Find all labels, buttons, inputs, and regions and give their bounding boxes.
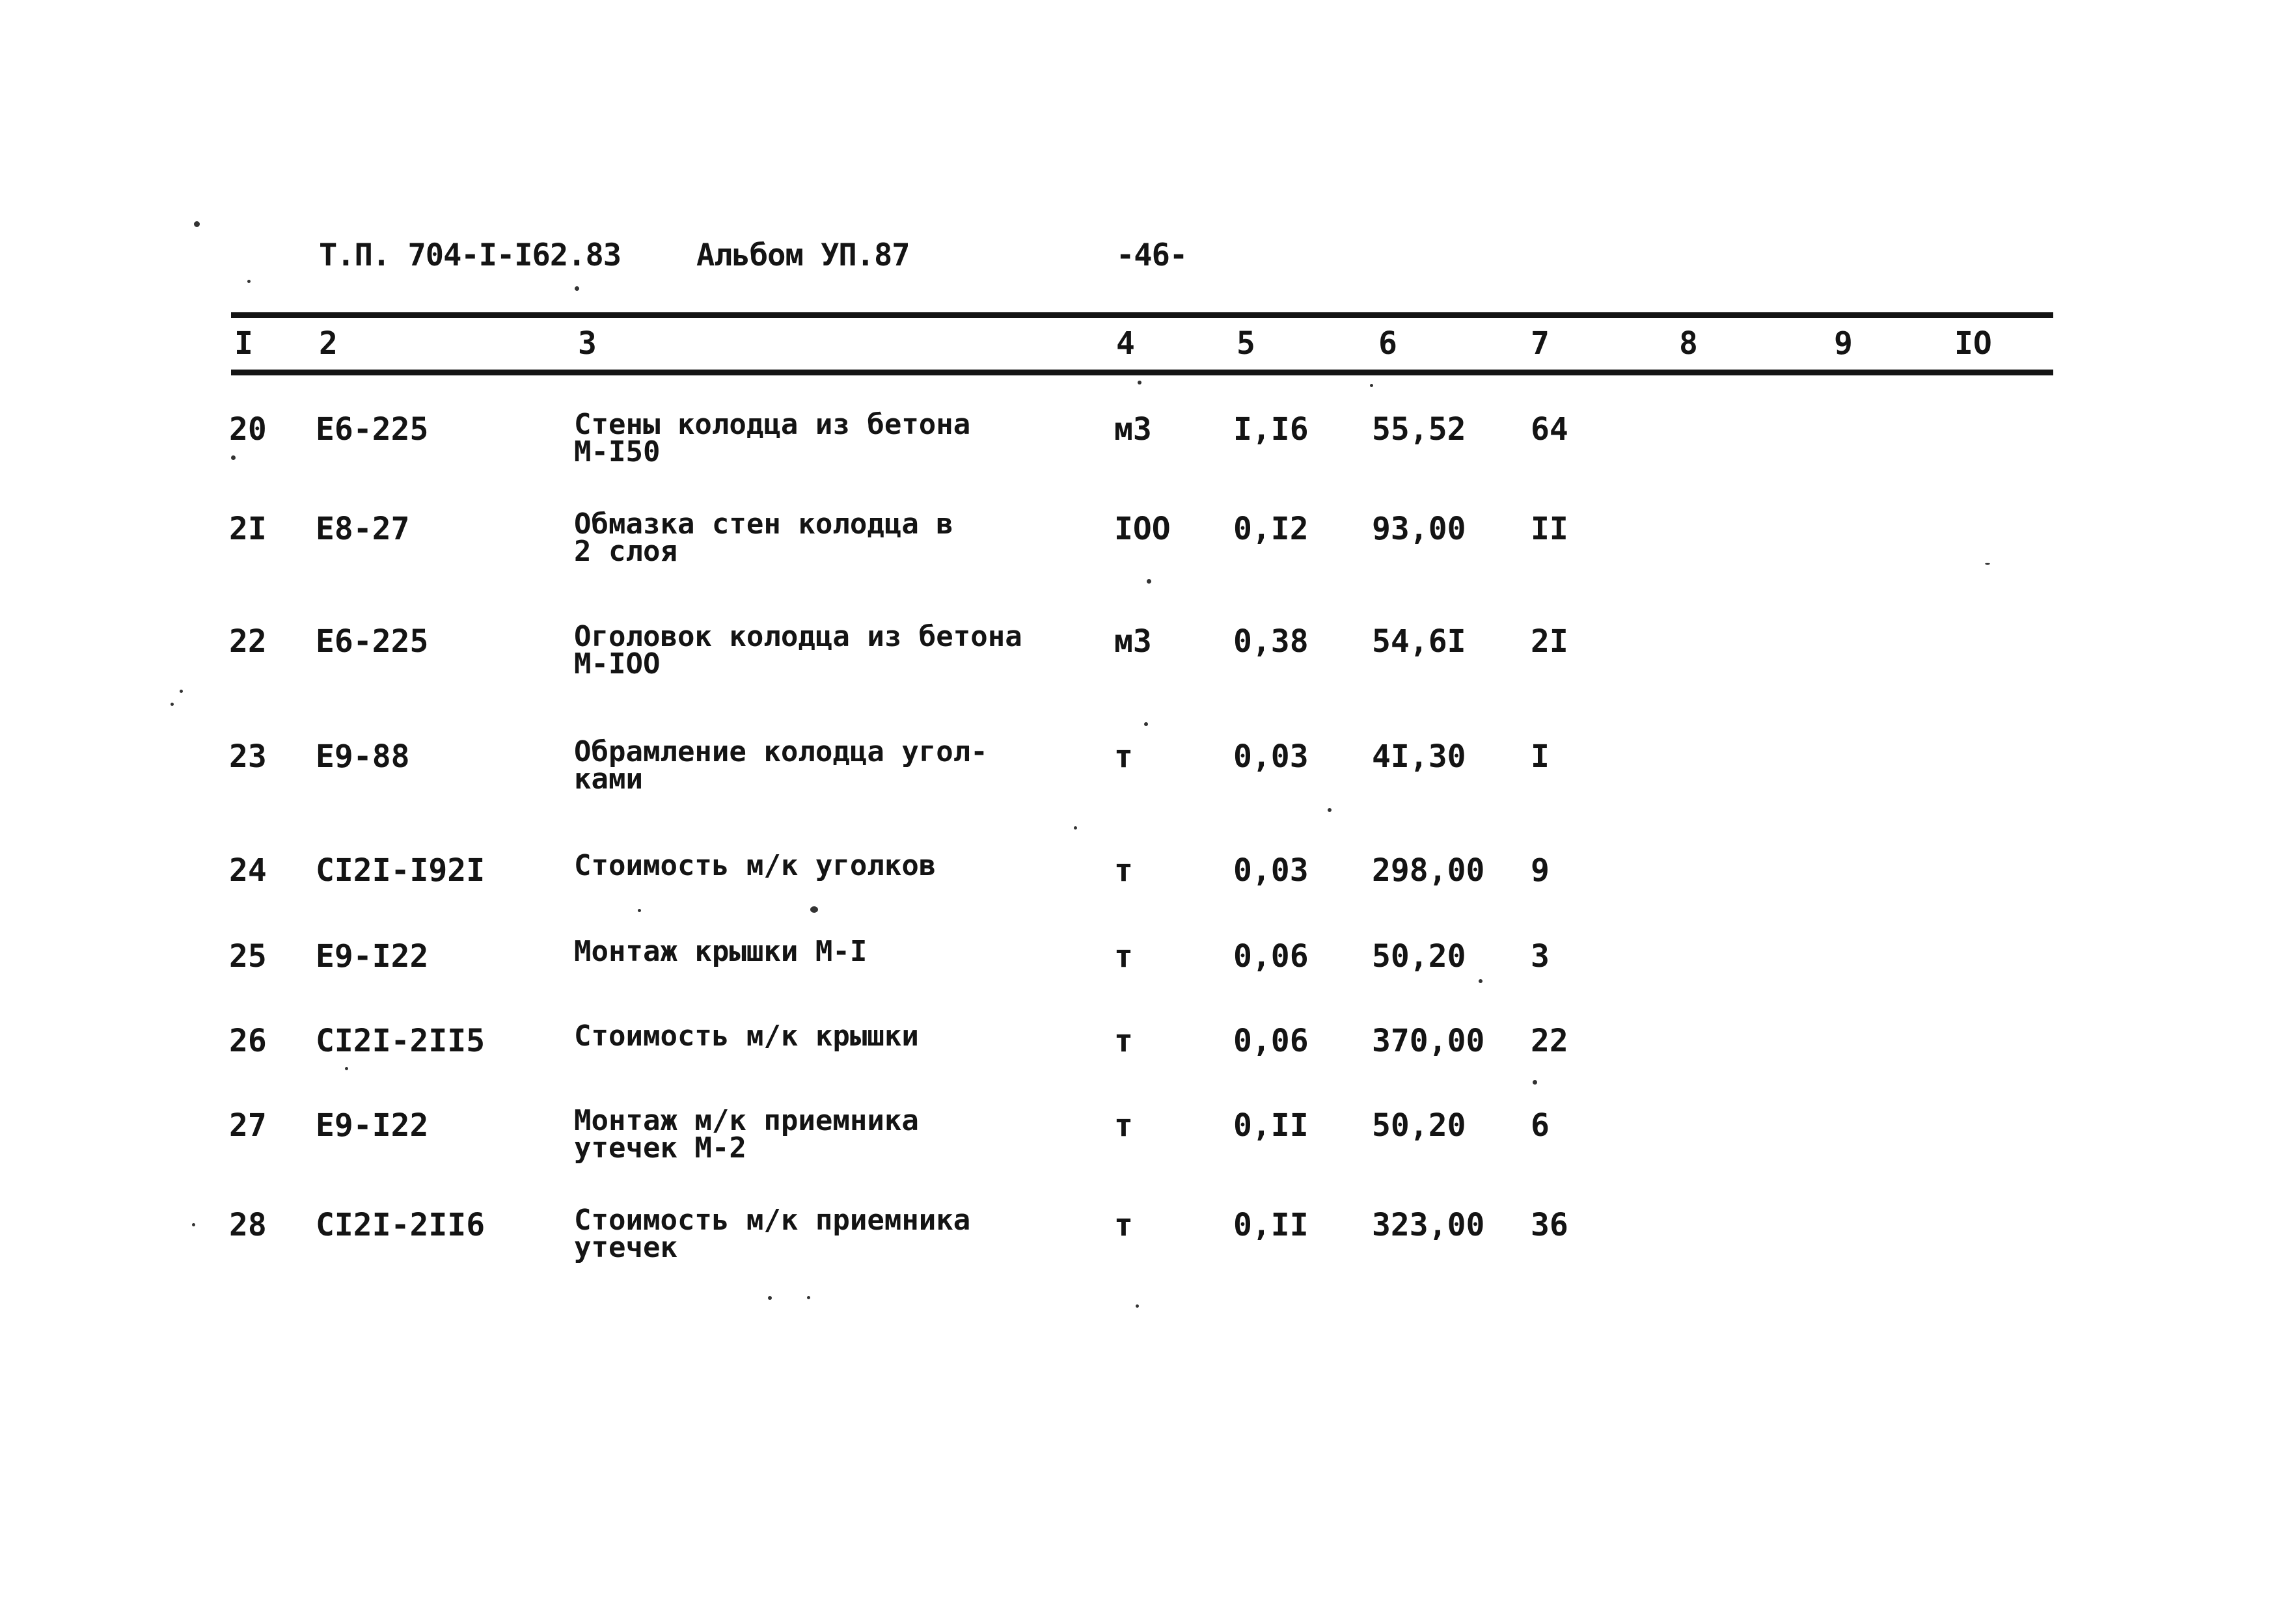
- total-cost: 64: [1531, 411, 1568, 448]
- scan-speck: [231, 455, 236, 460]
- unit-price: 93,00: [1372, 511, 1466, 547]
- unit: м3: [1114, 623, 1152, 660]
- column-header-9: 9: [1834, 325, 1853, 362]
- row-number: 2I: [229, 511, 267, 547]
- scan-speck: [638, 909, 641, 912]
- scan-speck: [1328, 808, 1332, 812]
- rate-code: СI2I-2II5: [316, 1023, 485, 1059]
- scan-speck: [180, 690, 183, 693]
- work-description: Стоимость м/к приемника утечек: [574, 1204, 971, 1264]
- column-header-4: 4: [1116, 325, 1135, 362]
- column-header-1: I: [234, 325, 253, 362]
- column-header-7: 7: [1531, 325, 1550, 362]
- quantity: 0,38: [1233, 623, 1309, 660]
- row-number: 26: [229, 1023, 267, 1059]
- rate-code: Е8-27: [316, 511, 410, 547]
- scan-speck: [1533, 1080, 1537, 1085]
- table-header-rule: [231, 370, 2053, 375]
- quantity: I,I6: [1233, 411, 1309, 448]
- row-number: 23: [229, 738, 267, 775]
- quantity: 0,I2: [1233, 511, 1309, 547]
- column-header-10: IO: [1954, 325, 1992, 362]
- scan-speck: [345, 1067, 348, 1070]
- work-description: Монтаж м/к приемника утечек М-2: [574, 1104, 919, 1165]
- rate-code: Е9-I22: [316, 938, 429, 975]
- total-cost: 36: [1531, 1207, 1568, 1243]
- work-description: Обмазка стен колодца в 2 слоя: [574, 507, 953, 568]
- unit-price: 55,52: [1372, 411, 1466, 448]
- quantity: 0,06: [1233, 938, 1309, 975]
- scan-speck: [1136, 1304, 1139, 1308]
- total-cost: 22: [1531, 1023, 1568, 1059]
- row-number: 24: [229, 852, 267, 889]
- unit-price: 50,20: [1372, 938, 1466, 975]
- unit-price: 50,20: [1372, 1107, 1466, 1144]
- unit: т: [1114, 938, 1133, 975]
- total-cost: I: [1531, 738, 1550, 775]
- quantity: 0,06: [1233, 1023, 1309, 1059]
- scan-speck: [247, 280, 251, 283]
- scan-speck: [1138, 381, 1141, 385]
- unit: т: [1114, 1023, 1133, 1059]
- scan-speck: [1074, 826, 1077, 830]
- scan-speck: [575, 286, 579, 291]
- quantity: 0,II: [1233, 1107, 1309, 1144]
- scan-speck: [1479, 979, 1483, 983]
- rate-code: Е9-88: [316, 738, 410, 775]
- quantity: 0,03: [1233, 852, 1309, 889]
- column-header-6: 6: [1378, 325, 1397, 362]
- scan-speck: [1370, 384, 1373, 387]
- rate-code: СI2I-2II6: [316, 1207, 485, 1243]
- quantity: 0,03: [1233, 738, 1309, 775]
- total-cost: 2I: [1531, 623, 1568, 660]
- unit: т: [1114, 1207, 1133, 1243]
- work-description: Оголовок колодца из бетона М-IОО: [574, 620, 1022, 681]
- unit-price: 298,00: [1372, 852, 1485, 889]
- unit: т: [1114, 738, 1133, 775]
- column-header-8: 8: [1679, 325, 1698, 362]
- rate-code: Е9-I22: [316, 1107, 429, 1144]
- rate-code: СI2I-I92I: [316, 852, 485, 889]
- unit-price: 4I,30: [1372, 738, 1466, 775]
- work-description: Стоимость м/к крышки: [574, 1019, 919, 1053]
- scan-speck: [1985, 563, 1990, 565]
- scan-speck: [171, 703, 174, 706]
- scan-speck: [807, 1296, 810, 1299]
- unit-price: 323,00: [1372, 1207, 1485, 1243]
- scan-speck: [768, 1296, 772, 1300]
- column-header-3: 3: [578, 325, 597, 362]
- unit-price: 370,00: [1372, 1023, 1485, 1059]
- unit: IОО: [1114, 511, 1171, 547]
- project-code: Т.П. 704-I-I62.83: [319, 237, 622, 273]
- row-number: 28: [229, 1207, 267, 1243]
- row-number: 20: [229, 411, 267, 448]
- work-description: Стоимость м/к уголков: [574, 849, 936, 882]
- total-cost: 6: [1531, 1107, 1550, 1144]
- quantity: 0,II: [1233, 1207, 1309, 1243]
- total-cost: II: [1531, 511, 1568, 547]
- scan-speck: [810, 906, 818, 913]
- column-header-5: 5: [1237, 325, 1255, 362]
- scan-speck: [192, 1223, 195, 1226]
- album-label: Альбом УП.87: [696, 237, 910, 273]
- row-number: 27: [229, 1107, 267, 1144]
- row-number: 25: [229, 938, 267, 975]
- row-number: 22: [229, 623, 267, 660]
- total-cost: 9: [1531, 852, 1550, 889]
- unit: т: [1114, 852, 1133, 889]
- work-description: Стены колодца из бетона М-I50: [574, 408, 971, 468]
- scan-speck: [1147, 579, 1151, 584]
- unit: т: [1114, 1107, 1133, 1144]
- scan-speck: [194, 221, 200, 227]
- table-top-rule: [231, 312, 2053, 318]
- column-header-2: 2: [319, 325, 338, 362]
- work-description: Монтаж крышки М-I: [574, 935, 868, 968]
- page-number: -46-: [1116, 237, 1188, 273]
- scan-speck: [1144, 722, 1148, 726]
- unit-price: 54,6I: [1372, 623, 1466, 660]
- total-cost: 3: [1531, 938, 1550, 975]
- unit: м3: [1114, 411, 1152, 448]
- rate-code: Е6-225: [316, 623, 429, 660]
- work-description: Обрамление колодца угол- ками: [574, 735, 988, 796]
- rate-code: Е6-225: [316, 411, 429, 448]
